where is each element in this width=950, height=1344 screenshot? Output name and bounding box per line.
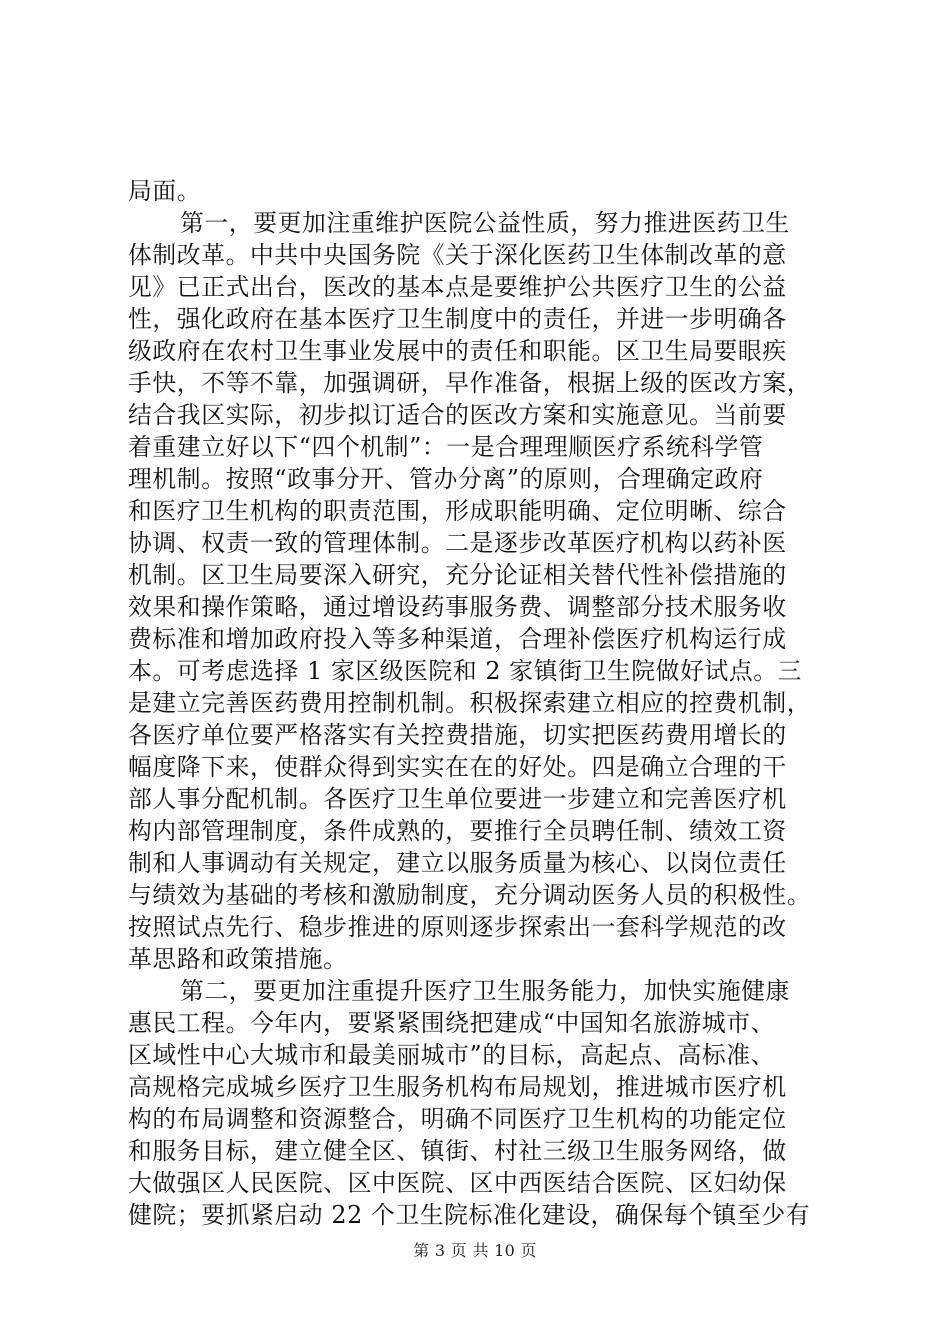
text-line: 费标准和增加政府投入等多种渠道，合理补偿医疗机构运行成 — [128, 625, 787, 653]
text-line: 机制。区卫生局要深入研究，充分论证相关替代性补偿措施的 — [128, 561, 787, 589]
text-line: 协调、权责一致的管理体制。二是逐步改革医疗机构以药补医 — [128, 529, 787, 557]
text-line: 革思路和政策措施。 — [128, 945, 348, 973]
text-line: 构内部管理制度，条件成熟的，要推行全员聘任制、绩效工资 — [128, 817, 787, 845]
text-line: 各医疗单位要严格落实有关控费措施，切实把医药费用增长的 — [128, 721, 787, 749]
text-line: 着重建立好以下“四个机制”：一是合理理顺医疗系统科学管 — [128, 433, 764, 461]
text-line: 结合我区实际，初步拟订适合的医改方案和实施意见。当前要 — [128, 401, 787, 429]
text-line: 性，强化政府在基本医疗卫生制度中的责任，并进一步明确各 — [128, 305, 787, 333]
text-line: 体制改革。中共中央国务院《关于深化医药卫生体制改革的意 — [128, 241, 787, 269]
text-line: 本。可考虑选择 1 家区级医院和 2 家镇街卫生院做好试点。三 — [128, 657, 803, 685]
text-line: 第一，要更加注重维护医院公益性质，努力推进医药卫生 — [180, 209, 790, 237]
text-line: 幅度降下来，使群众得到实实在在的好处。四是确立合理的干 — [128, 753, 787, 781]
text-line: 与绩效为基础的考核和激励制度，充分调动医务人员的积极性。 — [128, 881, 812, 909]
text-line: 和医疗卫生机构的职责范围，形成职能明确、定位明晰、综合 — [128, 497, 787, 525]
text-line: 健院；要抓紧启动 22 个卫生院标准化建设，确保每个镇至少有 — [128, 1201, 811, 1229]
text-line: 效果和操作策略，通过增设药事服务费、调整部分技术服务收 — [128, 593, 787, 621]
text-line: 大做强区人民医院、区中医院、区中西医结合医院、区妇幼保 — [128, 1169, 787, 1197]
page-footer: 第 3 页 共 10 页 — [413, 1241, 537, 1260]
text-line: 见》已正式出台，医改的基本点是要维护公共医疗卫生的公益 — [128, 273, 787, 301]
text-line: 高规格完成城乡医疗卫生服务机构布局规划，推进城市医疗机 — [128, 1073, 787, 1101]
text-line: 第二，要更加注重提升医疗卫生服务能力，加快实施健康 — [180, 977, 790, 1005]
text-line: 区域性中心大城市和最美丽城市”的目标，高起点、高标准、 — [128, 1041, 776, 1069]
text-line: 是建立完善医药费用控制机制。积极探索建立相应的控费机制， — [128, 689, 812, 717]
text-line: 手快，不等不靠，加强调研，早作准备，根据上级的医改方案， — [128, 369, 812, 397]
text-line: 理机制。按照“政事分开、管办分离”的原则，合理确定政府 — [128, 465, 764, 493]
text-line: 级政府在农村卫生事业发展中的责任和职能。区卫生局要眼疾 — [128, 337, 787, 365]
text-line: 局面。 — [128, 177, 202, 205]
body-text — [128, 175, 844, 1231]
text-line: 惠民工程。今年内，要紧紧围绕把建成“中国知名旅游城市、 — [128, 1009, 776, 1037]
text-line: 和服务目标，建立健全区、镇街、村社三级卫生服务网络，做 — [128, 1137, 787, 1165]
text-line: 部人事分配机制。各医疗卫生单位要进一步建立和完善医疗机 — [128, 785, 787, 813]
text-line: 按照试点先行、稳步推进的原则逐步探索出一套科学规范的改 — [128, 913, 787, 941]
text-line: 构的布局调整和资源整合，明确不同医疗卫生机构的功能定位 — [128, 1105, 787, 1133]
text-line: 制和人事调动有关规定，建立以服务质量为核心、以岗位责任 — [128, 849, 787, 877]
